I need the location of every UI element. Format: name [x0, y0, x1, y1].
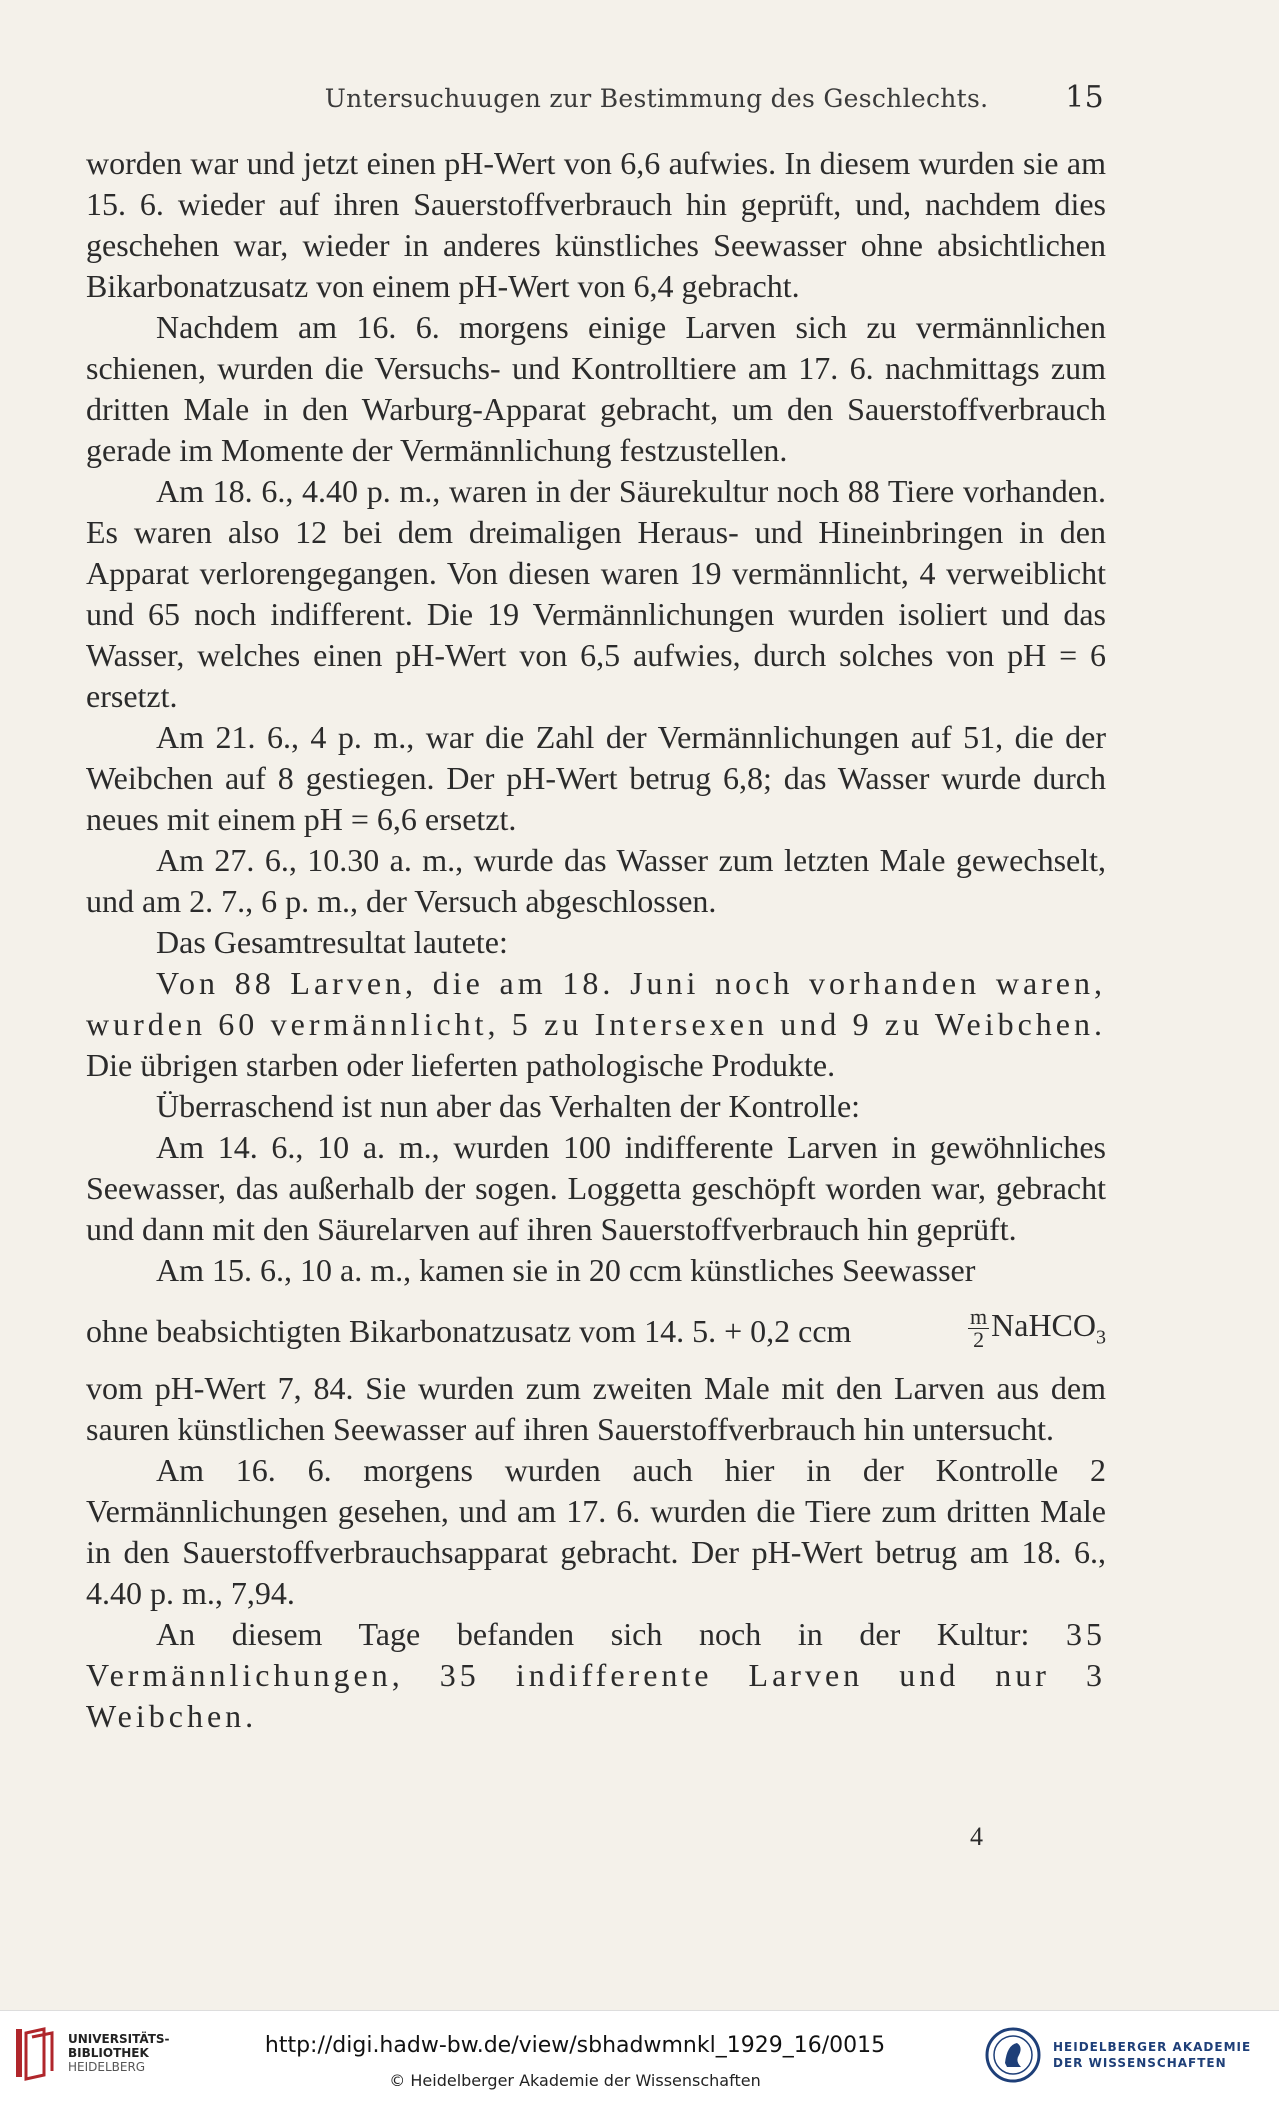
paragraph: Am 15. 6., 10 a. m., kamen sie in 20 ccm künstliches Seewasser: [156, 1252, 976, 1288]
signature-mark: 4: [970, 1822, 983, 1851]
academy-seal-icon: [985, 2027, 1041, 2083]
final-text: An diesem Tage befanden sich noch in der Kultur:: [156, 1616, 1066, 1653]
footer-bar: [0, 2010, 1279, 2103]
formula-line: [86, 1305, 1106, 1358]
body-text: [86, 143, 1106, 1737]
page-number: 15: [1065, 80, 1104, 115]
paragraph: vom pH-Wert 7, 84. Sie wurden zum zweiten Male mit den Larven aus dem sauren künstlichen Seewasser auf ihren Sauerstoffverbrauch hin untersucht.: [86, 1370, 1106, 1448]
fraction-numerator: m: [970, 1304, 988, 1330]
emphasized-final: 35 Vermännlichungen, 35 indifferente Larven und nur 3 Weibchen.: [86, 1616, 1106, 1735]
paragraph: Am 21. 6., 4 p. m., war die Zahl der Vermännlichungen auf 51, die der Weibchen auf 8 gestiegen. Der pH-Wert betrug 6,8; das Wasser wurde durch neues mit einem pH = 6,6 ersetzt.: [86, 719, 1106, 837]
emphasized-result: Von 88 Larven, die am 18. Juni noch vorhanden waren, wurden 60 vermännlicht, 5 zu Intersexen und 9 zu Weibchen.: [86, 965, 1106, 1042]
academy-name: HEIDELBERGER AKADEMIE DER WISSENSCHAFTEN: [1053, 2040, 1252, 2070]
paragraph: worden war und jetzt einen pH-Wert von 6,6 aufwies. In diesem wurden sie am 15. 6. wieder auf ihren Sauerstoffverbrauch hin geprüft, und, nachdem dies geschehen war, wieder in anderes künstliches Seewasser ohne absichtlichen Bikarbonatzusatz von einem pH-Wert von 6,4 gebracht.: [86, 145, 1106, 304]
paragraph: Am 27. 6., 10.30 a. m., wurde das Wasser zum letzten Male gewechselt, und am 2. 7., 6 p. m., der Versuch abgeschlossen.: [86, 842, 1106, 919]
paragraph-final: [86, 1614, 1106, 1737]
academy-logo[interactable]: [985, 2027, 1251, 2083]
formula-expression: [966, 1305, 1106, 1358]
chemical-subscript: 3: [1096, 1326, 1106, 1349]
fraction-denominator: 2: [973, 1327, 985, 1353]
paragraph: Am 16. 6. morgens wurden auch hier in der Kontrolle 2 Vermännlichungen gesehen, und am 17. 6. wurden die Tiere zum dritten Male in den Sauerstoffverbrauchsapparat gebracht. Der pH-Wert betrug am 18. 6., 4.40 p. m., 7,94.: [86, 1452, 1106, 1612]
paragraph: Am 14. 6., 10 a. m., wurden 100 indifferente Larven in gewöhnliches Seewasser, das außerhalb der sogen. Loggetta geschöpft worden war, gebracht und dann mit den Säurelarven auf ihren Sauerstoffverbrauch hin geprüft.: [86, 1129, 1106, 1247]
chemical-formula: NaHCO: [991, 1307, 1096, 1343]
formula-text: ohne beabsichtigten Bikarbonatzusatz vom 14. 5. + 0,2 ccm: [86, 1313, 852, 1350]
running-title: Untersuchuugen zur Bestimmung des Geschlechts.: [324, 84, 989, 113]
paragraph: Nachdem am 16. 6. morgens einige Larven sich zu vermännlichen schienen, wurden die Versuchs- und Kontrolltiere am 17. 6. nachmittags zum dritten Male in den Warburg-Apparat gebracht, um den Sauerstoffverbrauch gerade im Momente der Vermännlichung festzustellen.: [86, 309, 1106, 468]
paragraph-result: [86, 963, 1106, 1086]
paragraph: Überraschend ist nun aber das Verhalten der Kontrolle:: [156, 1088, 861, 1124]
paragraph: Am 18. 6., 4.40 p. m., waren in der Säurekultur noch 88 Tiere vorhanden. Es waren also 12 bei dem dreimaligen Heraus- und Hineinbringen in den Apparat verlorengegangen. Von diesen waren 19 vermännlicht, 4 verweiblicht und 65 noch indifferent. Die 19 Vermännlichungen wurden isoliert und das Wasser, welches einen pH-Wert von 6,5 aufwies, durch solches von pH = 6 ersetzt.: [86, 473, 1106, 714]
paragraph: Das Gesamtresultat lautete:: [156, 924, 508, 960]
running-head: [88, 80, 1104, 115]
library-logo[interactable]: [14, 2025, 170, 2081]
fraction: [968, 1306, 989, 1351]
copyright-notice: © Heidelberger Akademie der Wissenschaften: [389, 2071, 761, 2090]
permalink-url[interactable]: http://digi.hadw-bw.de/view/sbhadwmnkl_1929_16/0015: [264, 2033, 886, 2058]
library-emblem-icon: [14, 2025, 58, 2081]
library-name: UNIVERSITÄTS- BIBLIOTHEK HEIDELBERG: [68, 2032, 170, 2074]
result-remainder: Die übrigen starben oder lieferten pathologische Produkte.: [86, 1047, 836, 1083]
